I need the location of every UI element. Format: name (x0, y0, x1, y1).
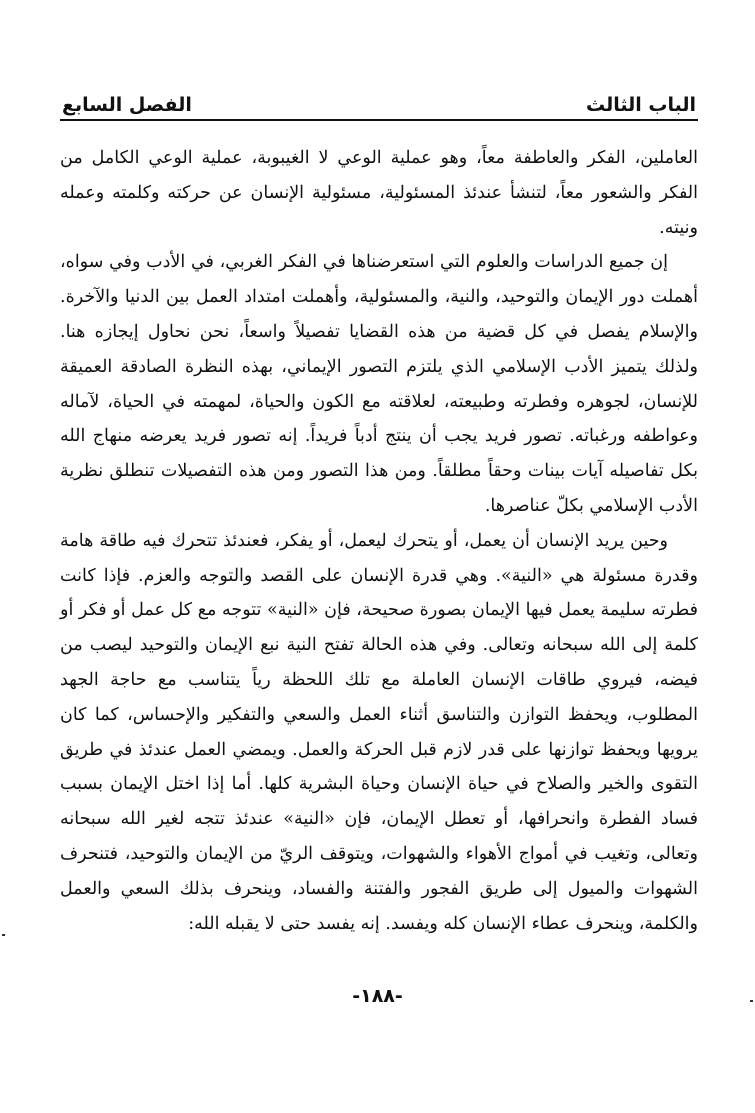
header-rule (60, 119, 698, 121)
body-text (60, 141, 698, 941)
page-number: -١٨٨- (352, 985, 403, 1007)
chapter-title: الباب الثالث (585, 94, 696, 116)
section-title: الفصل السابع (62, 94, 192, 116)
paragraph: العاملين، الفكر والعاطفة معاً، وهو عملية الوعي لا الغيبوبة، عملية الوعي الكامل من الفكر والشعور معاً، لتنشأ عندئذ المسئولية، مسئولية الإنسان عن حركته وكلمته وعمله ونيته. (60, 148, 698, 238)
paragraph: وحين يريد الإنسان أن يعمل، أو يتحرك ليعمل، أو يفكر، فعندئذ تتحرك فيه طاقة هامة وقدرة مسئولة هي «النية». وهي قدرة الإنسان على القصد والتوجه والعزم. فإذا كانت فطرته سليمة يعمل فيها الإيمان بصورة صحيحة، فإن «النية» تتوجه مع كل عمل أو فكر أو كلمة إلى الله سبحانه وتعالى. وفي هذه الحالة تفتح النية نبع الإيمان والتوحيد ليصب من فيضه، فيروي طاقات الإنسان العاملة مع تلك اللحظة رياً يتناسب مع حاجة الجهد المطلوب، ويحفظ التوازن والتناسق أثناء العمل والسعي والتفكير والإحساس، كما كان يرويها ويحفظ توازنها على قدر لازم قبل الحركة والعمل. ويمضي العمل عندئذ في طريق التقوى والخير والصلاح في حياة الإنسان وحياة البشرية كلها. أما إذا اختل الإيمان بسبب فساد الفطرة وانحرافها، أو تعطل الإيمان، فإن «النية» عندئذ تتجه لغير الله سبحانه وتعالى، وتغيب في أمواج الأهواء والشهوات، ويتوقف الريّ من الإيمان والتوحيد، فتنحرف الشهوات والميول إلى طريق الفجور والفتنة والفساد، وينحرف بذلك السعي والعمل والكلمة، وينحرف عطاء الإنسان كله ويفسد. إنه يفسد حتى لا يقبله الله: (60, 530, 698, 934)
paragraph: إن جميع الدراسات والعلوم التي استعرضناها في الفكر الغربي، في الأدب وفي سواه، أهملت دور الإيمان والتوحيد، والنية، والمسئولية، وأهملت امتداد العمل بين الدنيا والآخرة. والإسلام يفصل في كل قضية من هذه القضايا تفصيلاً واسعاً، نحن نحاول إيجازه هنا. ولذلك يتميز الأدب الإسلامي الذي يلتزم التصور الإيماني، بهذه النظرة الصادقة العميقة للإنسان، لجوهره وفطرته وطبيعته، لعلاقته مع الكون والحياة، لمهمته في الحياة، لآماله وعواطفه ورغباته. تصور فريد يجب أن ينتج أدباً فريداً. إنه تصور فريد يعرضه منهاج الله بكل تفاصيله آيات بينات وحقاً مطلقاً. ومن هذا التصور ومن هذه التفصيلات تنطلق نظرية الأدب الإسلامي بكلّ عناصرها. (60, 252, 698, 516)
scan-mark (2, 934, 5, 936)
running-header (62, 86, 696, 116)
scan-mark (750, 1000, 753, 1002)
